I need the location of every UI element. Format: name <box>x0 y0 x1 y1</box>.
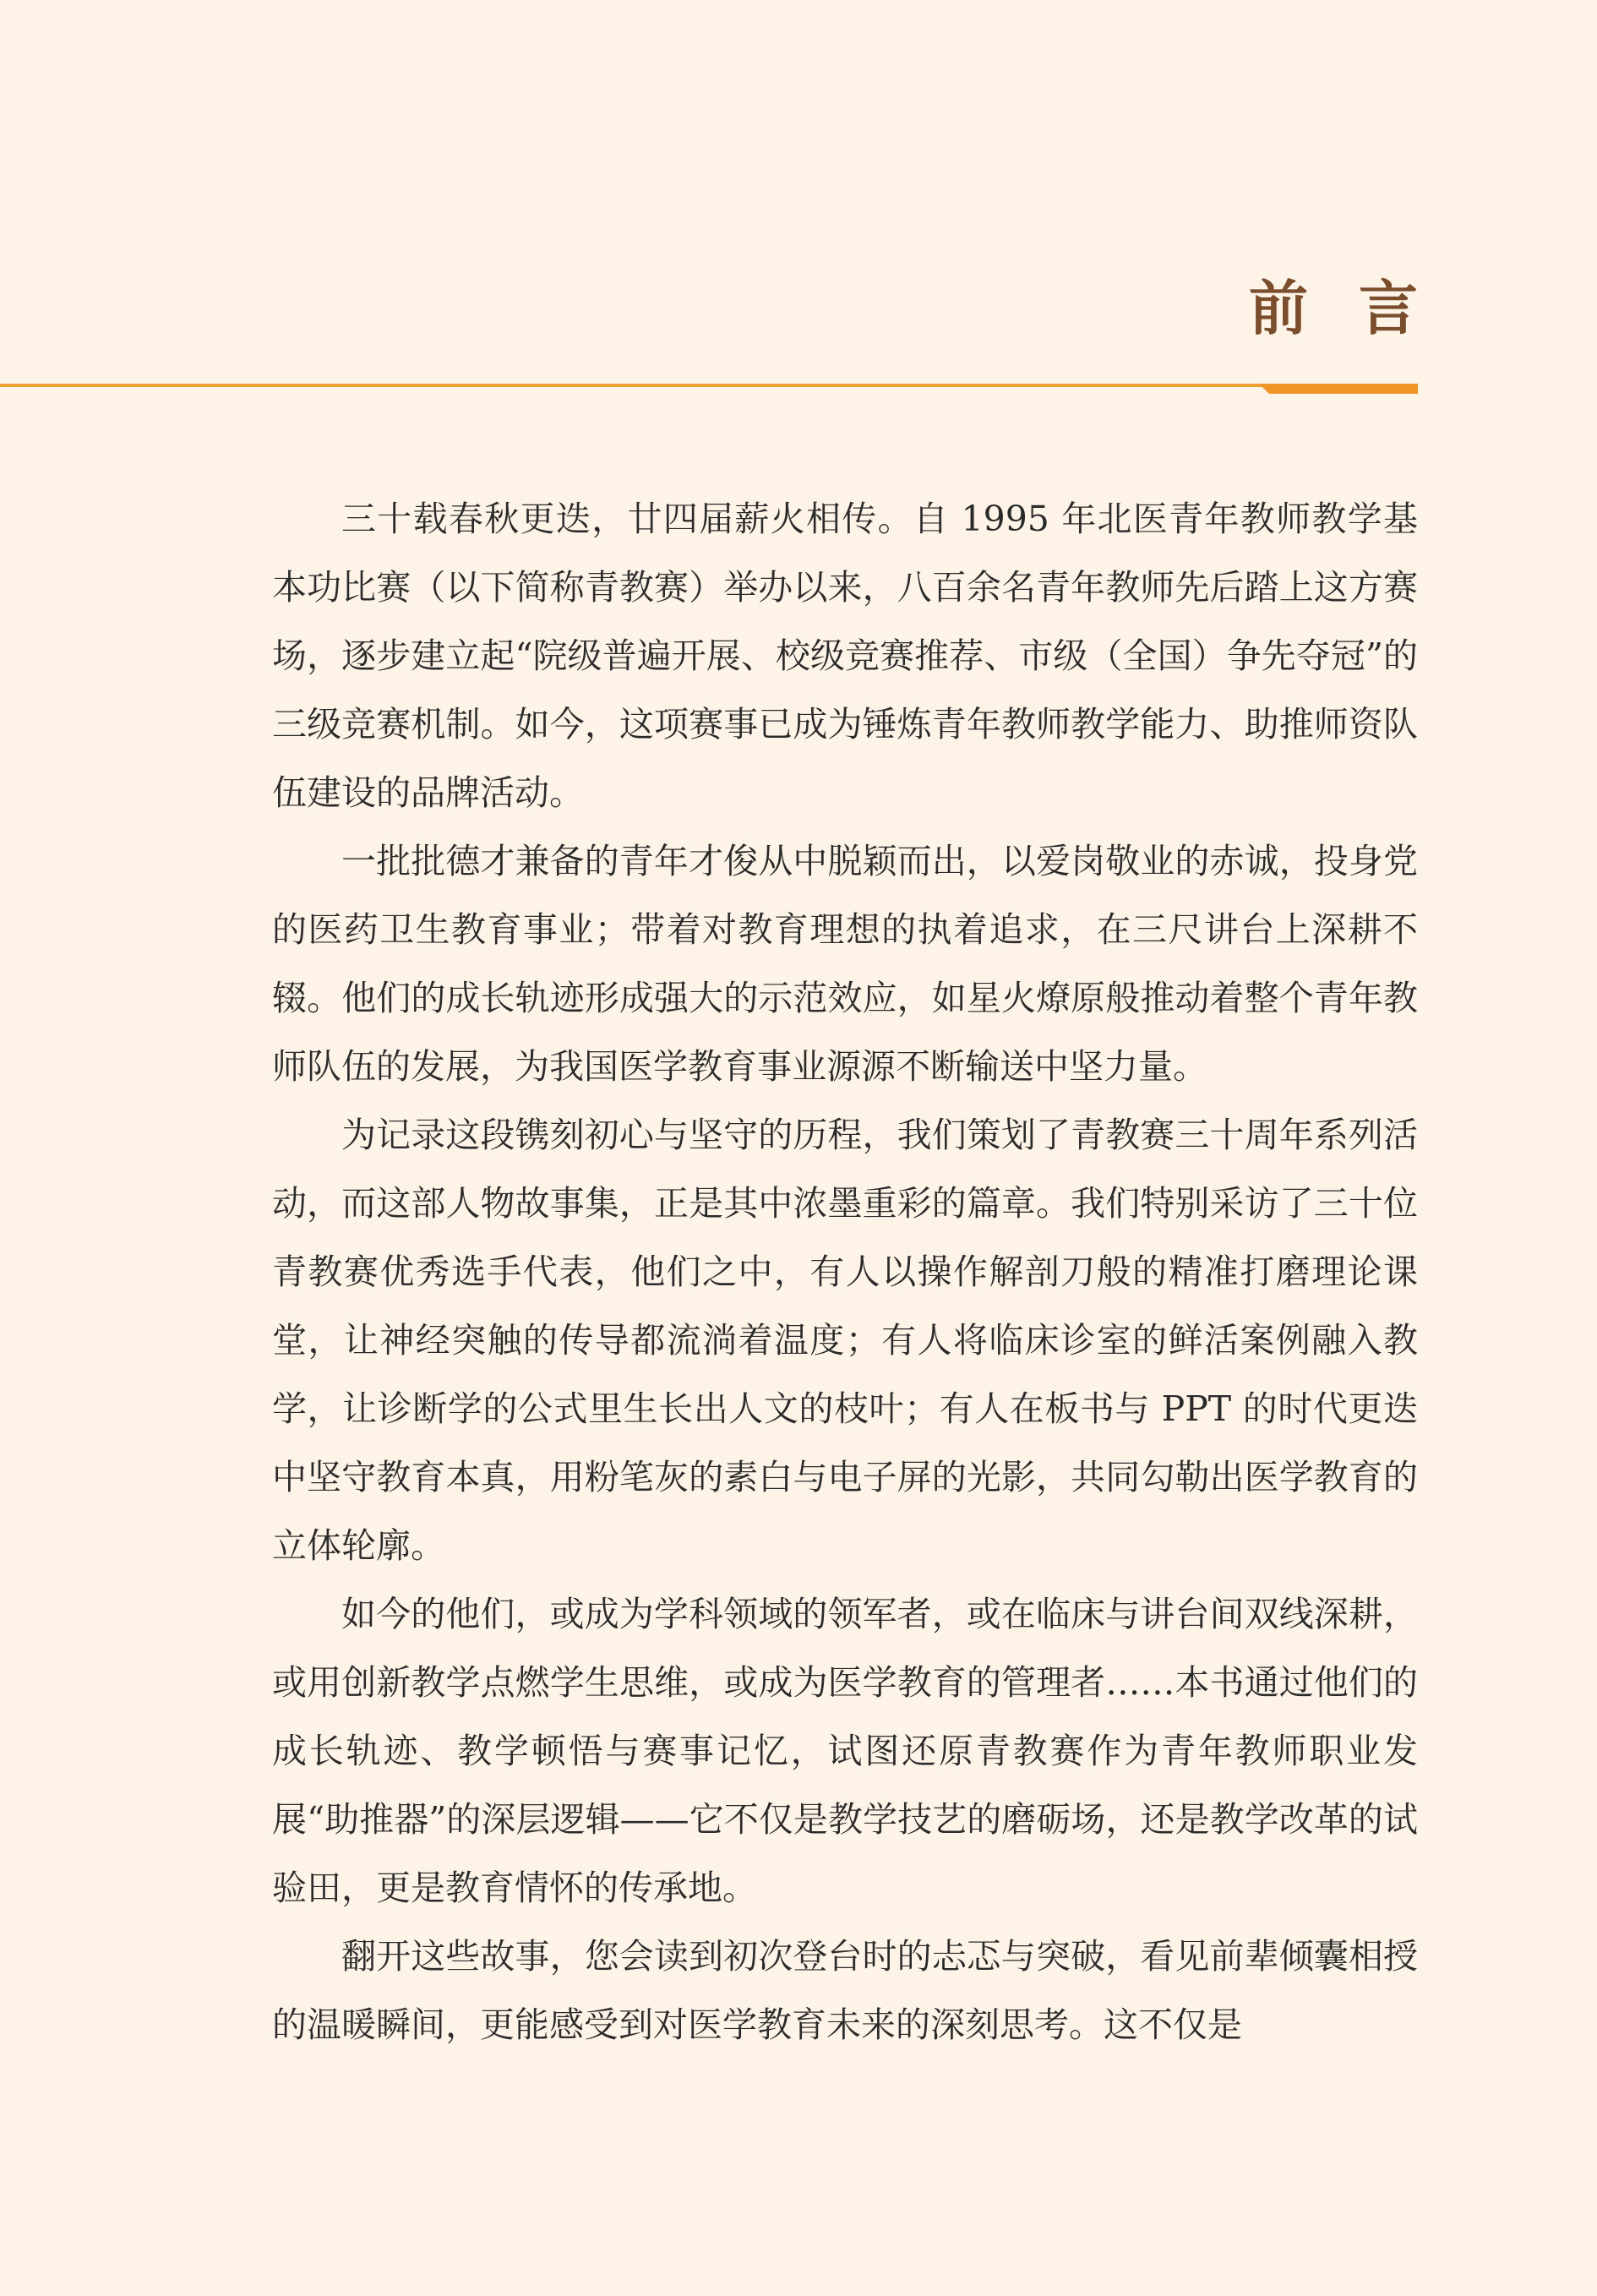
paragraph: 三十载春秋更迭，廿四届薪火相传。自 1995 年北医青年教师教学基本功比赛（以下简称青教赛）举办以来，八百余名青年教师先后踏上这方赛场，逐步建立起“院级普遍开展、校级竞赛推荐、市级（全国）争先夺冠”的三级竞赛机制。如今，这项赛事已成为锤炼青年教师教学能力、助推师资队伍建设的品牌活动。 <box>272 499 1418 813</box>
title-rule <box>0 384 1418 387</box>
paragraph: 如今的他们，或成为学科领域的领军者，或在临床与讲台间双线深耕，或用创新教学点燃学生思维，或成为医学教育的管理者……本书通过他们的成长轨迹、教学顿悟与赛事记忆，试图还原青教赛作为青年教师职业发展“助推器”的深层逻辑——它不仅是教学技艺的磨砺场，还是教学改革的试验田，更是教育情怀的传承地。 <box>272 1594 1418 1908</box>
body-text <box>272 485 1418 2059</box>
paragraph: 一批批德才兼备的青年才俊从中脱颖而出，以爱岗敬业的赤诚，投身党的医药卫生教育事业；带着对教育理想的执着追求，在三尺讲台上深耕不辍。他们的成长轨迹形成强大的示范效应，如星火燎原般推动着整个青年教师队伍的发展，为我国医学教育事业源源不断输送中坚力量。 <box>272 841 1418 1087</box>
paragraph: 为记录这段镌刻初心与坚守的历程，我们策划了青教赛三十周年系列活动，而这部人物故事集，正是其中浓墨重彩的篇章。我们特别采访了三十位青教赛优秀选手代表，他们之中，有人以操作解剖刀般的精准打磨理论课堂，让神经突触的传导都流淌着温度；有人将临床诊室的鲜活案例融入教学，让诊断学的公式里生长出人文的枝叶；有人在板书与 PPT 的时代更迭中坚守教育本真，用粉笔灰的素白与电子屏的光影，共同勾勒出医学教育的立体轮廓。 <box>272 1115 1418 1566</box>
page-title: 前言 <box>1249 273 1469 343</box>
title-rule-tab <box>1259 384 1418 394</box>
paragraph: 翻开这些故事，您会读到初次登台时的忐忑与突破，看见前辈倾囊相授的温暖瞬间，更能感受到对医学教育未来的深刻思考。这不仅是 <box>272 1936 1418 2045</box>
